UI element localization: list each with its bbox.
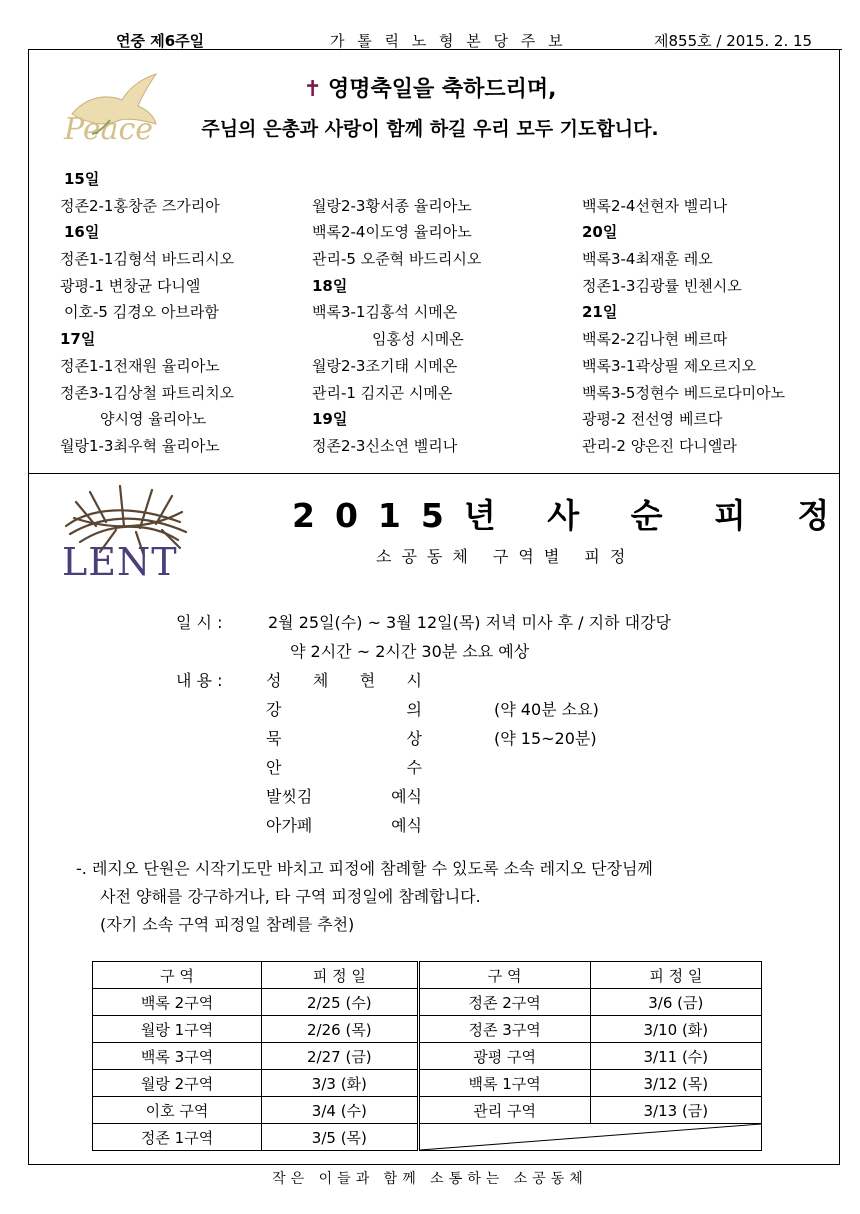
feast-entry: 양시영 율리아노	[100, 410, 207, 429]
program-item: 묵 상	[266, 729, 422, 748]
program-item: 안 수	[266, 758, 422, 777]
table-header-row	[93, 962, 762, 989]
feast-entry: 백록2-4이도영 율리아노	[312, 223, 472, 242]
feast-entry: 정존1-1김형석 바드리시오	[60, 250, 235, 269]
feast-entry: 월랑2-3황서종 율리아노	[312, 196, 472, 215]
lent-title: 2015년 사 순 피 정	[292, 496, 850, 535]
feast-column-2	[312, 193, 481, 460]
feast-entry: 정존1-3김광률 빈첸시오	[582, 276, 742, 295]
feast-title	[0, 72, 860, 103]
lent-logo-text: LENT	[62, 540, 178, 584]
feast-entry: 백록2-4선현자 벨리나	[582, 196, 728, 215]
date-cell: 3/11 (수)	[590, 1043, 761, 1070]
table-row	[93, 1043, 762, 1070]
empty-diagonal-cell	[418, 1124, 761, 1151]
when-value: 2월 25일(수) ~ 3월 12일(목) 저녁 미사 후 / 지하 대강당	[268, 613, 671, 632]
date-cell: 3/13 (금)	[590, 1097, 761, 1124]
district-cell: 월랑 2구역	[93, 1070, 262, 1097]
date-cell: 2/25 (수)	[262, 989, 419, 1016]
crown-of-thorns-icon	[60, 482, 194, 586]
when-label: 일 시 :	[176, 613, 223, 632]
table-row	[93, 1016, 762, 1043]
feast-entry: 월랑2-3조기태 시메온	[312, 356, 458, 375]
program-item: 아가페 예식	[266, 816, 422, 835]
date-cell: 3/6 (금)	[590, 989, 761, 1016]
program-item-note: (약 40분 소요)	[494, 700, 599, 719]
feast-subtitle: 주님의 은총과 사랑이 함께 하길 우리 모두 기도합니다.	[201, 118, 659, 140]
header-cell: 구 역	[93, 962, 262, 989]
district-cell: 백록 2구역	[93, 989, 262, 1016]
day-heading: 15일	[64, 170, 100, 188]
notice-line-3: (자기 소속 구역 피정일 참례를 추천)	[100, 915, 355, 934]
lent-subtitle: 소공동체 구역별 피정	[376, 547, 636, 566]
day-heading: 19일	[312, 410, 348, 429]
table-row	[93, 989, 762, 1016]
header-cell: 구 역	[418, 962, 590, 989]
feast-column-3	[582, 193, 785, 460]
when-note: 약 2시간 ~ 2시간 30분 소요 예상	[290, 642, 530, 661]
program-item: 성 체 현 시	[266, 671, 422, 690]
feast-entry: 백록3-1김홍석 시메온	[312, 303, 458, 322]
bulletin-name: 가 톨 릭 노 형 본 당 주 보	[330, 32, 567, 50]
cross-icon: ✝	[303, 77, 322, 102]
footer-motto: 작은 이들과 함께 소통하는 소공동체	[272, 1171, 588, 1187]
peace-logo-text: Peace	[64, 112, 154, 147]
issue-week: 연중 제6주일	[116, 32, 205, 50]
date-cell: 2/27 (금)	[262, 1043, 419, 1070]
feast-entry: 관리-5 오준혁 바드리시오	[312, 250, 482, 269]
day-heading: 21일	[582, 303, 618, 322]
header-cell: 피 정 일	[262, 962, 419, 989]
feast-entry: 이호-5 김경오 아브라함	[64, 303, 219, 322]
notice-line-1: -. 레지오 단원은 시작기도만 바치고 피정에 참례할 수 있도록 소속 레지오 단장님께	[76, 859, 653, 878]
district-cell: 백록 3구역	[93, 1043, 262, 1070]
feast-entry: 백록3-4최재훈 레오	[582, 250, 713, 269]
date-cell: 2/26 (목)	[262, 1016, 419, 1043]
program-item: 강 의	[266, 700, 422, 719]
feast-column-1	[60, 166, 234, 460]
date-cell: 3/12 (목)	[590, 1070, 761, 1097]
feast-title-text: 영명축일을 축하드리며,	[327, 77, 557, 102]
district-cell: 이호 구역	[93, 1097, 262, 1124]
feast-entry: 관리-1 김지곤 시메온	[312, 383, 453, 402]
notice-line-2: 사전 양해를 강구하거나, 타 구역 피정일에 참례합니다.	[100, 887, 481, 906]
issue-number-date: 제855호 / 2015. 2. 15	[654, 32, 813, 50]
retreat-schedule-table	[92, 961, 762, 1151]
day-heading: 18일	[312, 276, 348, 295]
district-cell: 백록 1구역	[418, 1070, 590, 1097]
feast-entry: 백록2-2김나현 베르따	[582, 330, 728, 349]
feast-entry: 정존2-1홍창준 즈가리아	[60, 196, 220, 215]
district-cell: 광평 구역	[418, 1043, 590, 1070]
date-cell: 3/10 (화)	[590, 1016, 761, 1043]
table-row	[93, 1070, 762, 1097]
header-cell: 피 정 일	[590, 962, 761, 989]
day-heading: 20일	[582, 223, 618, 242]
feast-entry: 관리-2 양은진 다니엘라	[582, 436, 737, 455]
feast-entry: 백록3-5정현수 베드로다미아노	[582, 383, 786, 402]
district-cell: 정존 3구역	[418, 1016, 590, 1043]
table-row	[93, 1124, 762, 1151]
feast-entry: 정존2-3신소연 벨리나	[312, 436, 458, 455]
date-cell: 3/5 (목)	[262, 1124, 419, 1151]
day-heading: 16일	[64, 223, 100, 242]
district-cell: 관리 구역	[418, 1097, 590, 1124]
date-cell: 3/4 (수)	[262, 1097, 419, 1124]
program-item: 발씻김 예식	[266, 787, 422, 806]
feast-entry: 광평-2 전선영 베르다	[582, 410, 723, 429]
feast-entry: 백록3-1곽상필 제오르지오	[582, 356, 757, 375]
district-cell: 정존 2구역	[418, 989, 590, 1016]
content-label: 내 용 :	[176, 671, 223, 690]
program-item-note: (약 15~20분)	[494, 729, 597, 748]
section-divider	[28, 473, 840, 474]
table-row	[93, 1097, 762, 1124]
day-heading: 17일	[60, 330, 96, 349]
date-cell: 3/3 (화)	[262, 1070, 419, 1097]
district-cell: 월랑 1구역	[93, 1016, 262, 1043]
feast-entry: 월랑1-3최우혁 율리아노	[60, 436, 220, 455]
district-cell: 정존 1구역	[93, 1124, 262, 1151]
feast-entry: 정존1-1전재원 율리아노	[60, 356, 220, 375]
feast-entry: 정존3-1김상철 파트리치오	[60, 383, 235, 402]
feast-entry: 광평-1 변창균 다니엘	[60, 276, 201, 295]
feast-entry: 임홍성 시메온	[372, 330, 464, 349]
